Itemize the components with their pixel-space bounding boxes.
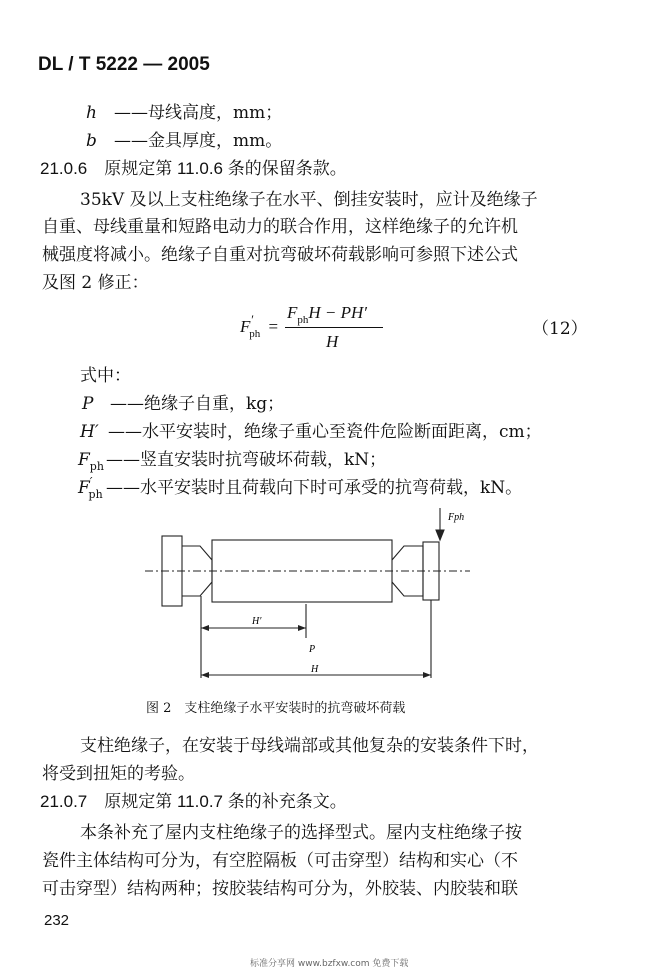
def-text: ——金具厚度，mm。: [114, 131, 283, 151]
figure-caption: 图 2 支柱绝缘子水平安装时的抗弯破坏荷载: [146, 701, 406, 716]
def-symbol: $F'_{ph}$: [78, 475, 103, 501]
watermark-footer[interactable]: 标准分享网 www.bzfxw.com 免费下载: [250, 959, 409, 969]
def-fph-prime: [78, 476, 522, 502]
def-text: ——母线高度，mm；: [114, 103, 283, 123]
label-p: P: [309, 644, 316, 655]
arrowhead: [423, 672, 431, 678]
def-h: [86, 101, 282, 125]
formula-lhs-sub: ph: [249, 328, 261, 340]
def-symbol: $F_{ph}$: [78, 450, 104, 473]
section-heading-21-0-6: 21.0.6 原规定第 11.0.6 条的保留条款。: [40, 159, 347, 178]
section-heading-21-0-7: 21.0.7 原规定第 11.0.7 条的补充条文。: [40, 792, 347, 811]
def-b: [86, 129, 282, 153]
formula-lhs-symbol: F: [240, 317, 251, 336]
def-text: ——水平安装时且荷载向下时可承受的抗弯荷载，kN。: [106, 478, 523, 498]
def-text: ——绝缘子自重，kg；: [110, 394, 285, 414]
insulator-figure: [140, 500, 480, 690]
formula-lhs: $F'_{ph}$ =: [240, 312, 279, 340]
arrowhead: [298, 625, 306, 631]
paragraph-line: 可击穿型）结构两种；按胶装结构可分为，外胶装、内胶装和联: [42, 879, 518, 899]
fraction-bar: [285, 327, 383, 328]
def-p: [82, 392, 284, 416]
load-arrow-head: [436, 530, 444, 540]
standard-code-header: DL / T 5222 — 2005: [38, 54, 210, 75]
def-text: ——水平安装时，绝缘子重心至瓷件危险断面距离，cm；: [108, 422, 542, 442]
where-label: 式中：: [80, 366, 131, 386]
def-symbol: h: [86, 103, 97, 123]
paragraph-line: 35kV 及以上支柱绝缘子在水平、倒挂安装时，应计及绝缘子: [80, 190, 538, 210]
paragraph-line: 自重、母线重量和短路电动力的联合作用，这样绝缘子的允许机: [42, 217, 518, 237]
paragraph-line: 及图 2 修正：: [42, 273, 149, 293]
label-h: H: [311, 664, 319, 675]
formula-num-sub: ph: [297, 314, 309, 326]
formula-numerator: [287, 303, 368, 326]
def-h-prime: [80, 420, 542, 444]
def-text: ——竖直安装时抗弯破坏荷载，kN；: [106, 450, 387, 470]
arrowhead: [201, 625, 209, 631]
def-symbol: b: [86, 131, 97, 151]
page-number: 232: [44, 912, 70, 929]
formula-num-rest: H − PH′: [308, 303, 368, 322]
def-symbol: P: [82, 394, 94, 414]
formula-number: （12）: [532, 319, 588, 339]
label-fph: Fph: [448, 512, 465, 523]
paragraph-line: 本条补充了屋内支柱绝缘子的选择型式。屋内支柱绝缘子按: [80, 823, 522, 843]
formula-denominator: H: [326, 332, 339, 351]
label-h-prime: H′: [252, 616, 262, 627]
paragraph-line: 支柱绝缘子，在安装于母线端部或其他复杂的安装条件下时，: [80, 736, 539, 756]
def-fph: [78, 448, 386, 474]
arrowhead: [201, 672, 209, 678]
formula-num-f: F: [287, 303, 298, 322]
paragraph-line: 械强度将减小。绝缘子自重对抗弯破坏荷载影响可参照下述公式: [42, 245, 518, 265]
formula-lhs-prime: ′: [250, 312, 254, 327]
def-symbol: H′: [80, 422, 99, 442]
paragraph-line: 瓷件主体结构可分为，有空腔隔板（可击穿型）结构和实心（不: [42, 851, 518, 871]
paragraph-line: 将受到扭矩的考验。: [42, 764, 195, 784]
